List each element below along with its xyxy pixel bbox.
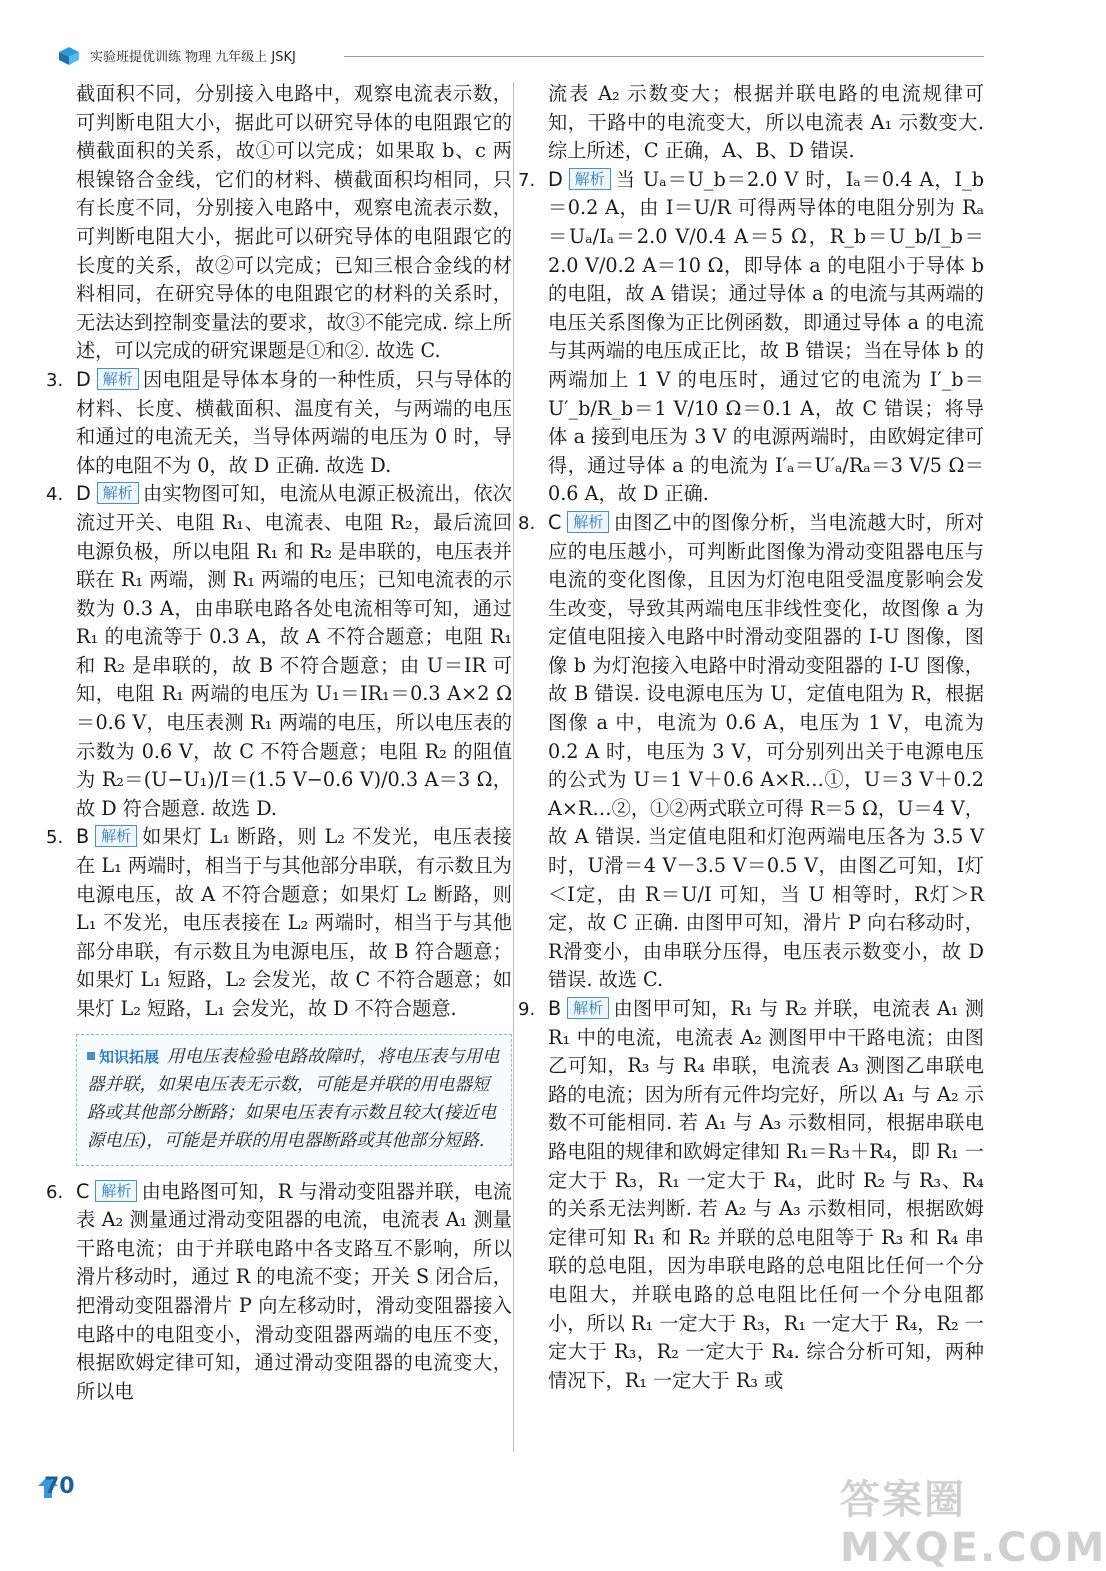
knowledge-extension-box xyxy=(76,1034,512,1166)
item-number: 9. xyxy=(518,999,536,1020)
answer-letter: D xyxy=(76,367,91,391)
bullet-square-icon xyxy=(87,1052,95,1060)
page-number: 70 xyxy=(44,1474,75,1499)
left-column xyxy=(46,80,512,1470)
continued-paragraph: 流表 A₂ 示数变大；根据并联电路的电流规律可知，干路中的电流变大，所以电流表 A₁ 示数变大. 综上所述，C 正确，A、B、D 错误. xyxy=(548,82,984,163)
page-header xyxy=(44,42,984,70)
right-column xyxy=(518,80,984,1470)
answer-letter: D xyxy=(548,167,563,191)
header-title: 实验班提优训练 物理 九年级上 JSKJ xyxy=(90,50,296,65)
explanation-text: 由图乙中的图像分析，当电流越大时，所对应的电压越小，可判断此图像为滑动变阻器电压与电流的变化图像，且因为灯泡电阻受温度影响会发生改变，导致其两端电压非线性变化，故图像 a 为定值电阻接入电路中时滑动变阻器的 I-U 图像，图像 b 为灯泡接入电路中时滑动变阻器的 I-U 图像，故 B 错误. 设电源电压为 U，定值电阻为 R，根据图像 a 中，电流为 0.6 A，电压为 1 V，电流为 0.2 A 时，电压为 3 V，可分别列出关于电源电压的公式为 U＝1 V＋0.6 A×R…①，U＝3 V＋0.2 A×R…②，①②两式联立可得 R＝5 Ω，U＝4 V，故 A 错误. 当定值电阻和灯泡两端电压各为 3.5 V 时，U滑＝4 V－3.5 V＝0.5 V，由图乙可知，I灯＜I定，由 R＝U/I 可知，当 U 相等时，R灯＞R定，故 C 正确. 由图甲可知，滑片 P 向右移动时，R滑变小，由串联分压得，电压表示数变小，故 D 错误. 故选 C. xyxy=(548,510,984,992)
answer-letter: C xyxy=(548,510,562,534)
analysis-tag: 解析 xyxy=(567,511,609,533)
answer-letter: B xyxy=(76,825,90,849)
watermark-logo: 答案圈 MXQE.COM xyxy=(840,1477,1106,1571)
item-number: 8. xyxy=(518,512,536,534)
answer-item-7 xyxy=(518,166,984,509)
analysis-tag: 解析 xyxy=(97,482,139,504)
answer-item-3 xyxy=(46,366,512,480)
answer-item-5 xyxy=(46,823,512,1023)
book-logo-icon xyxy=(58,46,80,66)
analysis-tag: 解析 xyxy=(95,825,137,847)
answer-item-9 xyxy=(518,995,984,1395)
answer-letter: C xyxy=(76,1179,90,1203)
analysis-tag: 解析 xyxy=(97,368,139,390)
answer-letter: B xyxy=(548,997,562,1020)
explanation-text: 由实物图可知，电流从电源正极流出，依次流过开关、电阻 R₁、电流表、电阻 R₂，最后流回电源负极，所以电阻 R₁ 和 R₂ 是串联的，电压表并联在 R₁ 两端，测 R₁ 两端的电压；已知电流表的示数为 0.3 A，由串联电路各处电流相等可知，通过 R₁ 的电流等于 0.3 A，故 A 不符合题意；电阻 R₁ 和 R₂ 是串联的，故 B 不符合题意；由 U＝IR 可知，电阻 R₁ 两端的电压为 U₁＝IR₁＝0.3 A×2 Ω＝0.6 V，电压表测 R₁ 两端的电压，所以电压表的示数为 0.6 V，故 C 不符合题意；电阻 R₂ 的阻值为 R₂＝(U−U₁)/I＝(1.5 V−0.6 V)/0.3 A＝3 Ω，故 D 符合题意. 故选 D. xyxy=(76,482,512,820)
explanation-text: 由图甲可知，R₁ 与 R₂ 并联，电流表 A₁ 测 R₁ 中的电流，电流表 A₂ 测图甲中干路电流；由图乙可知，R₃ 与 R₄ 串联，电流表 A₃ 测图乙串联电路的电流；因为所有元件均完好，所以 A₁ 与 A₂ 示数不可能相同. 若 A₁ 与 A₃ 示数相同，根据串联电路电阻的规律和欧姆定律知 R₁＝R₃＋R₄，即 R₁ 一定大于 R₃，R₁ 一定大于 R₄，此时 R₂ 与 R₃、R₄ 的关系无法判断. 若 A₂ 与 A₃ 示数相同，根据欧姆定律可知 R₁ 和 R₂ 并联的总电阻等于 R₃ 和 R₄ 串联的总电阻，因为串联电路的总电阻比任何一个分电阻大，并联电路的总电阻比任何一个分电阻都小，所以 R₁ 一定大于 R₃，R₁ 一定大于 R₄，R₂ 一定大于 R₃，R₂ 一定大于 R₄. 综合分析可知，两种情况下，R₁ 一定大于 R₃ 或 xyxy=(548,997,984,1392)
analysis-tag: 解析 xyxy=(569,168,611,190)
item-number: 3. xyxy=(46,369,64,391)
answer-item-4 xyxy=(46,480,512,823)
item-number: 5. xyxy=(46,827,64,849)
explanation-text: 如果灯 L₁ 断路，则 L₂ 不发光，电压表接在 L₁ 两端时，相当于与其他部分串联，有示数且为电源电压，故 A 不符合题意；如果灯 L₂ 断路，则 L₁ 不发光，电压表接在 L₂ 两端时，相当于与其他部分串联，有示数且为电源电压，故 B 符合题意；如果灯 L₁ 短路，L₂ 会发光，故 C 不符合题意；如果灯 L₂ 短路，L₁ 会发光，故 D 不符合题意. xyxy=(76,825,512,1020)
item-number: 6. xyxy=(46,1181,64,1203)
answer-letter: D xyxy=(76,482,91,506)
analysis-tag: 解析 xyxy=(567,997,609,1019)
explanation-text: 由电路图可知，R 与滑动变阻器并联，电流表 A₂ 测量通过滑动变阻器的电流，电流表 A₁ 测量干路电流；由于并联电路中各支路互不影响，所以滑片移动时，通过 R 的电流不变；开关 S 闭合后，把滑动变阻器滑片 P 向左移动时，滑动变阻器接入电路中的电阻变小，滑动变阻器两端的电压不变，根据欧姆定律可知，通过滑动变阻器的电流变大，所以电 xyxy=(76,1179,512,1403)
explanation-text: 当 Uₐ＝U_b＝2.0 V 时，Iₐ＝0.4 A，I_b＝0.2 A，由 I＝U/R 可得两导体的电阻分别为 Rₐ＝Uₐ/Iₐ＝2.0 V/0.4 A＝5 Ω，R_b＝U_b/I_b＝2.0 V/0.2 A＝10 Ω，即导体 a 的电阻小于导体 b 的电阻，故 A 错误；通过导体 a 的电流与其两端的电压关系图像为正比例函数，即通过导体 a 的电流与其两端的电压成正比，故 B 错误；当在导体 b 的两端加上 1 V 的电压时，通过它的电流为 I′_b＝U′_b/R_b＝1 V/10 Ω＝0.1 A，故 C 错误；将导体 a 接到电压为 3 V 的电源两端时，由欧姆定律可得，通过导体 a 的电流为 I′ₐ＝U′ₐ/Rₐ＝3 V/5 Ω＝0.6 A，故 D 正确. xyxy=(548,167,984,506)
box-title: 知识拓展 xyxy=(99,1047,160,1066)
column-divider xyxy=(513,82,514,1452)
continued-paragraph: 截面积不同，分别接入电路中，观察电流表示数，可判断电阻大小，据此可以研究导体的电阻跟它的横截面积的关系，故①可以完成；如果取 b、c 两根镍铬合金线，它们的材料、横截面积均相同，只有长度不同，分别接入电路中，观察电流表示数，可判断电阻大小，据此可以研究导体的电阻跟它的长度的关系，故②可以完成；已知三根合金线的材料相同，在研究导体的电阻跟它的材料的关系时，无法达到控制变量法的要求，故③不能完成. 综上所述，可以完成的研究课题是①和②. 故选 C. xyxy=(76,82,512,363)
item-number: 4. xyxy=(46,484,64,506)
header-rule xyxy=(344,56,984,57)
explanation-text: 因电阻是导体本身的一种性质，只与导体的材料、长度、横截面积、温度有关，与两端的电压和通过的电流无关，当导体两端的电压为 0 时，导体的电阻不为 0，故 D 正确. 故选 D. xyxy=(76,367,512,477)
item-number: 7. xyxy=(518,169,536,191)
analysis-tag: 解析 xyxy=(95,1180,137,1202)
box-text: 用电压表检验电路故障时，将电压表与用电器并联，如果电压表无示数，可能是并联的用电器短路或其他部分断路；如果电压表有示数且较大(接近电源电压)，可能是并联的用电器断路或其他部分短路. xyxy=(87,1046,500,1151)
answer-item-8 xyxy=(518,509,984,995)
answer-item-6 xyxy=(46,1178,512,1407)
